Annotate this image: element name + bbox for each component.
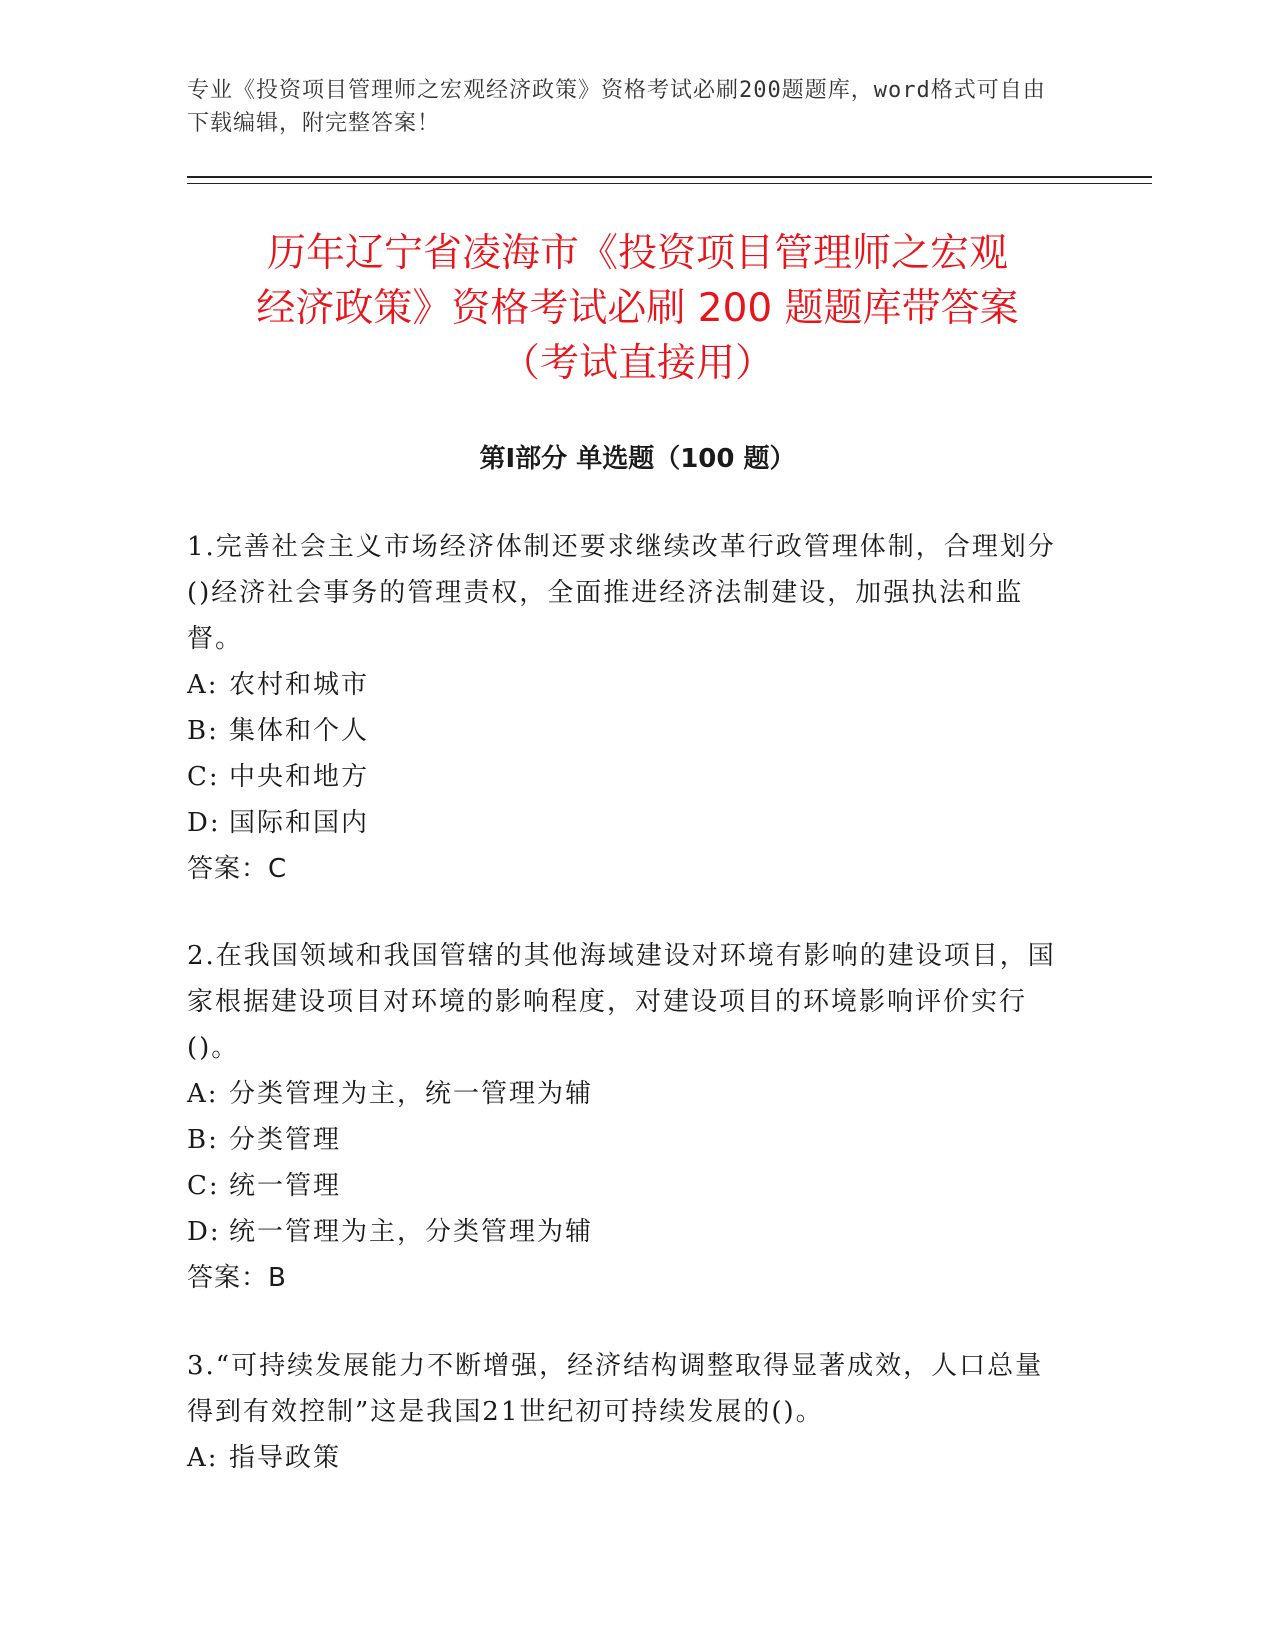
- option-d: [187, 800, 1067, 846]
- option-text: 统一管理为主，分类管理为辅: [229, 1217, 594, 1247]
- option-a: [187, 662, 1067, 708]
- question-stem: 3.“可持续发展能力不断增强，经济结构调整取得显著成效，人口总量得到有效控制”这是我国21世纪初可持续发展的()。: [187, 1351, 1044, 1427]
- option-d: [187, 1209, 1067, 1255]
- option-text: 国际和国内: [229, 808, 370, 838]
- question-stem: 2.在我国领域和我国管辖的其他海域建设对环境有影响的建设项目，国家根据建设项目对环境的影响程度，对建设项目的环境影响评价实行()。: [187, 941, 1056, 1063]
- option-letter: B:: [187, 1125, 219, 1155]
- header-divider-thin: [187, 183, 1152, 184]
- option-text: 集体和个人: [229, 716, 370, 746]
- option-c: [187, 754, 1067, 800]
- question-1: [187, 524, 1067, 892]
- option-c: [187, 1163, 1067, 1209]
- option-text: 统一管理: [229, 1171, 342, 1201]
- option-letter: A:: [187, 1079, 219, 1109]
- question-3: [187, 1343, 1067, 1481]
- option-letter: A:: [187, 1443, 219, 1473]
- answer-line: 答案：B: [187, 1263, 287, 1293]
- option-text: 中央和地方: [229, 762, 370, 792]
- option-letter: D:: [187, 1217, 221, 1247]
- answer-line: 答案：C: [187, 854, 288, 884]
- question-stem: 1.完善社会主义市场经济体制还要求继续改革行政管理体制，合理划分()经济社会事务的管理责权，全面推进经济法制建设，加强执法和监督。: [187, 532, 1056, 654]
- option-letter: C:: [187, 762, 220, 792]
- option-text: 分类管理为主，统一管理为辅: [229, 1079, 594, 1109]
- option-letter: D:: [187, 808, 221, 838]
- section-heading: 第Ⅰ部分 单选题（100 题）: [479, 444, 796, 474]
- header-note: 专业《投资项目管理师之宏观经济政策》资格考试必刷200题题库，word格式可自由下载编辑，附完整答案！: [187, 78, 1046, 136]
- option-a: [187, 1435, 1067, 1481]
- option-text: 指导政策: [229, 1443, 342, 1473]
- option-text: 分类管理: [229, 1125, 342, 1155]
- option-letter: C:: [187, 1171, 220, 1201]
- title-line-2: 经济政策》资格考试必刷 200 题题库带答案: [256, 286, 1019, 331]
- question-2: [187, 933, 1067, 1301]
- option-b: [187, 708, 1067, 754]
- option-a: [187, 1071, 1067, 1117]
- title-line-3: （考试直接用）: [500, 341, 774, 386]
- option-text: 农村和城市: [229, 670, 370, 700]
- option-b: [187, 1117, 1067, 1163]
- header-divider-thick: [187, 176, 1152, 178]
- option-letter: A:: [187, 670, 219, 700]
- document-title: [170, 226, 1105, 391]
- title-line-1: 历年辽宁省凌海市《投资项目管理师之宏观: [266, 231, 1008, 276]
- option-letter: B:: [187, 716, 219, 746]
